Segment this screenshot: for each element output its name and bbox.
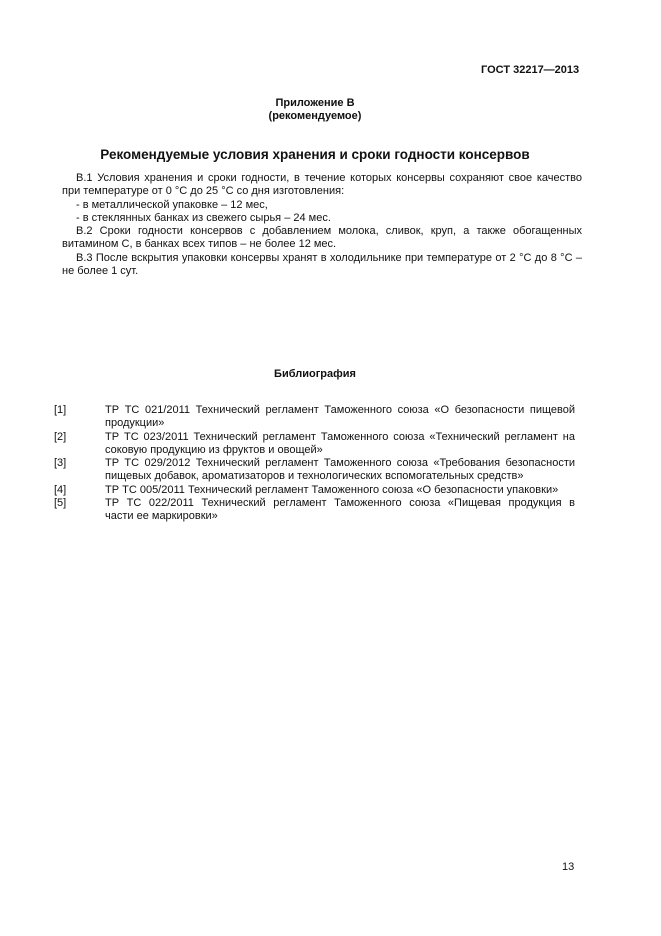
paragraph-b3-line2: не более 1 сут. xyxy=(62,265,139,278)
entry-line: пищевых добавок, ароматизаторов и технологических вспомогательных средств» xyxy=(105,470,524,483)
page-number: 13 xyxy=(562,861,575,873)
entry-line: ТР ТС 021/2011 Технический регламент Таможенного союза «О безопасности пищевой xyxy=(105,404,575,416)
entry-line: части ее маркировки» xyxy=(105,510,218,523)
annex-title: Приложение В xyxy=(275,97,355,109)
bibliography-entry xyxy=(54,484,574,497)
bibliography-entry xyxy=(54,497,574,524)
entry-text xyxy=(105,404,575,431)
bibliography-entry xyxy=(54,431,574,458)
entry-number: [5] xyxy=(54,497,67,510)
list-item: - в металлической упаковке – 12 мес, xyxy=(76,198,268,211)
bibliography-title: Библиография xyxy=(274,368,356,380)
body-text xyxy=(62,172,582,278)
bibliography-list xyxy=(54,404,574,524)
entry-number: [4] xyxy=(54,483,67,496)
entry-text xyxy=(105,457,575,484)
entry-line: ТР ТС 022/2011 Технический регламент Таможенного союза «Пищевая продукция в xyxy=(105,497,575,510)
entry-line: ТР ТС 029/2012 Технический регламент Таможенного союза «Требования безопасности xyxy=(105,457,575,470)
entry-number: [1] xyxy=(54,404,67,416)
paragraph-b1-line1: В.1 Условия хранения и сроки годности, в течение которых консервы сохраняют свое качество xyxy=(76,172,582,184)
paragraph-b1-line2: при температуре от 0 °С до 25 °С со дня изготовления: xyxy=(62,185,345,198)
entry-line: ТР ТС 023/2011 Технический регламент Таможенного союза «Технический регламент на xyxy=(105,430,575,443)
entry-text xyxy=(105,431,575,458)
entry-number: [3] xyxy=(54,457,67,470)
entry-text xyxy=(105,497,575,524)
paragraph-b2-line1: В.2 Сроки годности консервов с добавлением молока, сливок, круп, а также обогащенных xyxy=(76,225,582,238)
annex-subtitle: (рекомендуемое) xyxy=(268,110,362,122)
paragraph-b3-line1: В.3 После вскрытия упаковки консервы хранят в холодильнике при температуре от 2 °С до 8 °С – xyxy=(76,251,582,264)
bibliography-entry xyxy=(54,457,574,484)
paragraph-b2-line2: витамином С, в банках всех типов – не более 12 мес. xyxy=(62,238,337,251)
bibliography-entry xyxy=(54,404,574,431)
section-heading: Рекомендуемые условия хранения и сроки годности консервов xyxy=(100,147,530,162)
document-standard-code: ГОСТ 32217—2013 xyxy=(481,64,580,76)
entry-text xyxy=(105,484,575,497)
entry-line: ТР ТС 005/2011 Технический регламент Таможенного союза «О безопасности упаковки» xyxy=(105,483,559,496)
list-item: - в стеклянных банках из свежего сырья – 24 мес. xyxy=(76,211,331,224)
entry-number: [2] xyxy=(54,430,67,443)
entry-line: продукции» xyxy=(105,417,165,430)
entry-line: соковую продукцию из фруктов и овощей» xyxy=(105,443,323,456)
